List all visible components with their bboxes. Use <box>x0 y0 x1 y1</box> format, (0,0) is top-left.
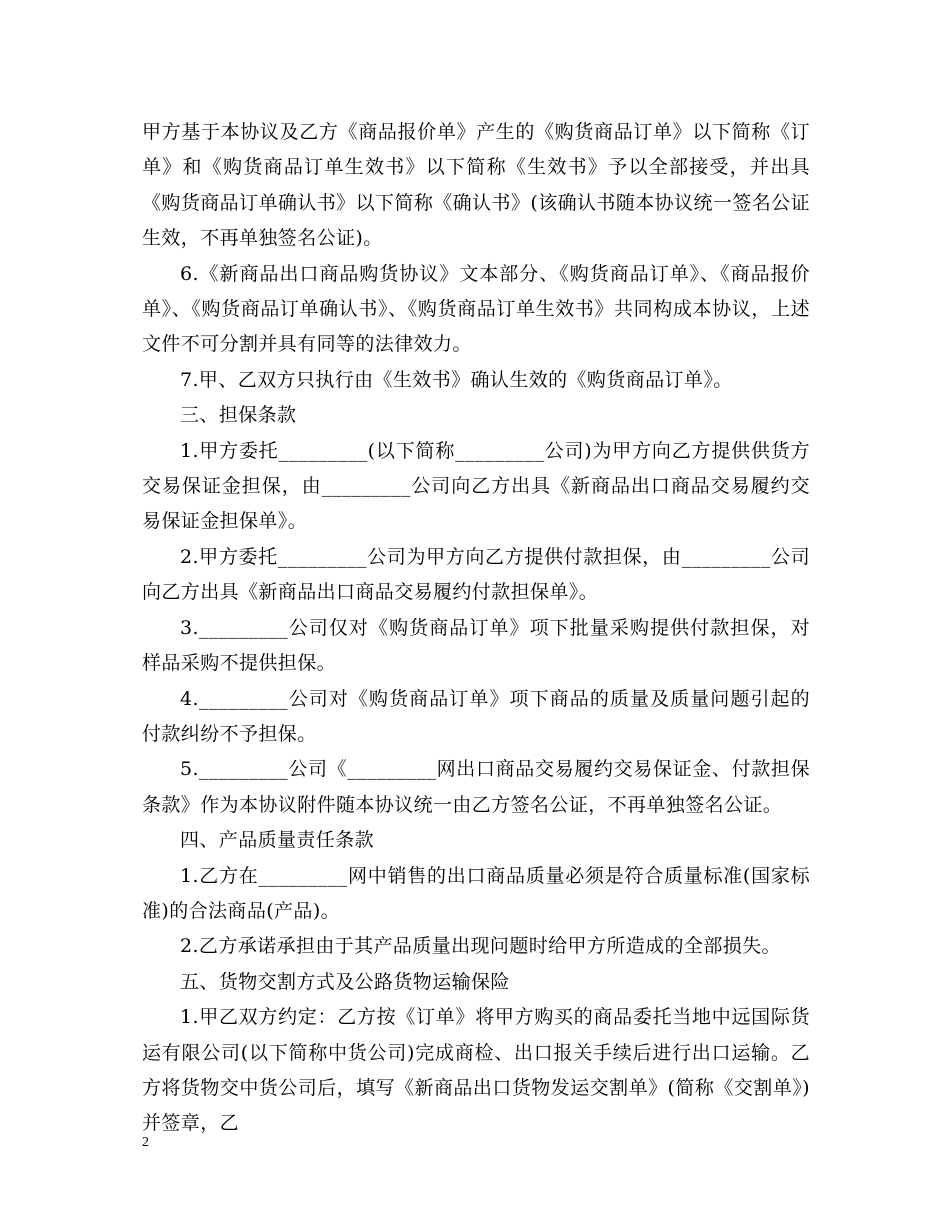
section-heading-quality: 四、产品质量责任条款 <box>180 829 375 852</box>
paragraph-order-acceptance: 甲方基于本协议及乙方《商品报价单》产生的《购货商品订单》以下简称《订单》和《购货商品订单生效书》以下简称《生效书》予以全部接受，并出具《购货商品订单确认书》以下简称《确认书》(该确认书随本协议统一签名公证生效，不再单独签名公证)。 <box>142 121 810 250</box>
paragraph-guarantee-4: 4._________公司对《购货商品订单》项下商品的质量及质量问题引起的付款纠纷不予担保。 <box>142 687 810 745</box>
paragraph-quality-2: 2.乙方承诺承担由于其产品质量出现问题时给甲方所造成的全部损失。 <box>180 935 781 958</box>
paragraph-guarantee-3: 3._________公司仅对《购货商品订单》项下批量采购提供付款担保，对样品采购不提供担保。 <box>142 616 810 675</box>
paragraph-guarantee-2: 2.甲方委托_________公司为甲方向乙方提供付款担保，由_________公司向乙方出具《新商品出口商品交易履约付款担保单》。 <box>142 545 810 604</box>
paragraph-quality-1: 1.乙方在_________网中销售的出口商品质量必须是符合质量标准(国家标准)的合法商品(产品)。 <box>142 864 810 922</box>
paragraph-delivery-1: 1.甲乙双方约定：乙方按《订单》将甲方购买的商品委托当地中远国际货运有限公司(以下简称中货公司)完成商检、出口报关手续后进行出口运输。乙方将货物交中货公司后，填写《新商品出口货物发运交割单》(简称《交割单》)并签章，乙 <box>142 1006 810 1135</box>
section-heading-delivery: 五、货物交割方式及公路货物运输保险 <box>180 970 510 993</box>
section-heading-guarantee: 三、担保条款 <box>180 404 297 427</box>
paragraph-guarantee-1: 1.甲方委托_________(以下简称_________公司)为甲方向乙方提供供货方交易保证金担保，由_________公司向乙方出具《新商品出口商品交易履约交易保证金担保单》。 <box>142 439 810 533</box>
page-number: 2 <box>142 1135 149 1150</box>
paragraph-item-6: 6.《新商品出口商品购货协议》文本部分、《购货商品订单》、《商品报价单》、《购货商品订单确认书》、《购货商品订单生效书》共同构成本协议，上述文件不可分割并具有同等的法律效力。 <box>142 262 810 356</box>
paragraph-item-7: 7.甲、乙双方只执行由《生效书》确认生效的《购货商品订单》。 <box>180 368 733 391</box>
document-body <box>142 115 810 1142</box>
paragraph-guarantee-5: 5._________公司《_________网出口商品交易履约交易保证金、付款担保条款》作为本协议附件随本协议统一由乙方签名公证，不再单独签名公证。 <box>142 758 810 816</box>
